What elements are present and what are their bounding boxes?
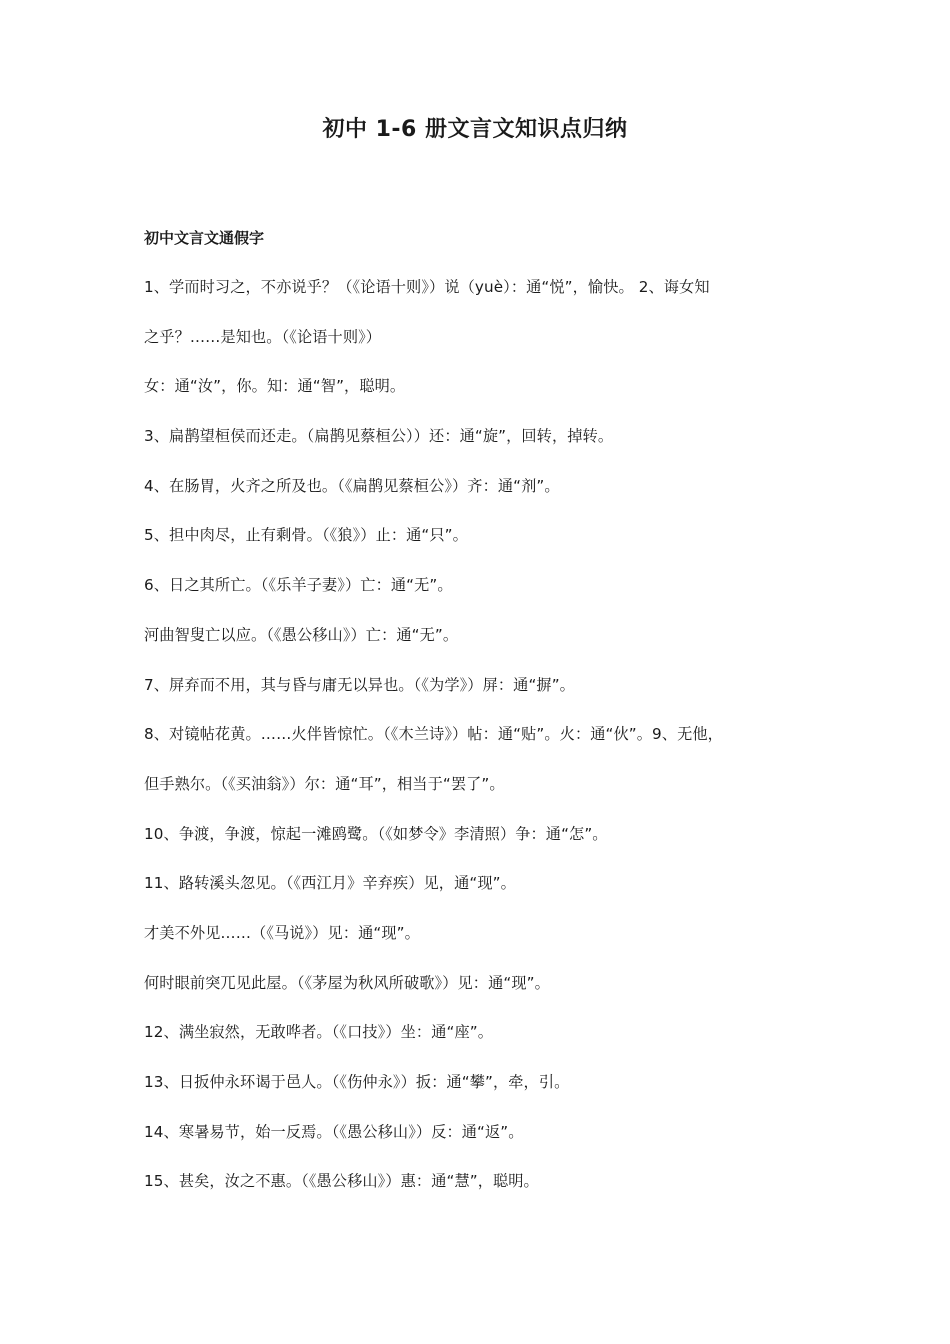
page-title: 初中 1-6 册文言文知识点归纳	[322, 117, 628, 142]
content-line: 之乎？……是知也。（《论语十则》）	[144, 327, 382, 346]
content-line: 何时眼前突兀见此屋。（《茅屋为秋风所破歌》）见：通“现”。	[144, 973, 550, 992]
content-line: 才美不外见……（《马说》）见：通“现”。	[144, 923, 420, 942]
content-line: 1、学而时习之，不亦说乎？（《论语十则》）说（yuè）：通“悦”，愉快。 2、诲女知	[144, 278, 710, 296]
content-line: 14、寒暑易节，始一反焉。（《愚公移山》）反：通“返”。	[144, 1122, 524, 1141]
section-heading: 初中文言文通假字	[144, 229, 265, 247]
content-line: 4、在肠胃，火齐之所及也。（《扁鹊见蔡桓公》）齐：通“剂”。	[144, 476, 560, 495]
content-line: 15、甚矣，汝之不惠。（《愚公移山》）惠：通“慧”，聪明。	[144, 1172, 539, 1191]
content-line: 女：通“汝”，你。知：通“智”，聪明。	[144, 377, 406, 396]
content-line: 6、日之其所亡。（《乐羊子妻》）亡：通“无”。	[144, 576, 453, 595]
content-list	[144, 274, 824, 1218]
content-line: 11、路转溪头忽见。（《西江月》辛弃疾）见，通“现”。	[144, 874, 516, 893]
content-line: 13、日扳仲永环谒于邑人。（《伤仲永》）扳：通“攀”，牵，引。	[144, 1073, 570, 1091]
content-line: 7、屏弃而不用，其与昏与庸无以异也。（《为学》）屏：通“摒”。	[144, 675, 575, 694]
content-line: 10、争渡，争渡，惊起一滩鸥鹭。（《如梦令》李清照）争：通“怎”。	[144, 824, 608, 843]
content-line: 但手熟尔。（《买油翁》）尔：通“耳”，相当于“罢了”。	[144, 774, 505, 793]
content-line: 5、担中肉尽，止有剩骨。（《狼》）止：通“只”。	[144, 526, 468, 545]
content-line: 河曲智叟亡以应。（《愚公移山》）亡：通“无”。	[144, 625, 459, 644]
content-line: 3、扁鹊望桓侯而还走。（扁鹊见蔡桓公））还：通“旋”，回转，掉转。	[144, 427, 614, 446]
content-line: 8、对镜帖花黄。……火伴皆惊忙。（《木兰诗》）帖：通“贴”。火：通“伙”。9、无他，	[144, 725, 723, 744]
content-line: 12、满坐寂然，无敢哗者。（《口技》）坐：通“座”。	[144, 1023, 493, 1042]
